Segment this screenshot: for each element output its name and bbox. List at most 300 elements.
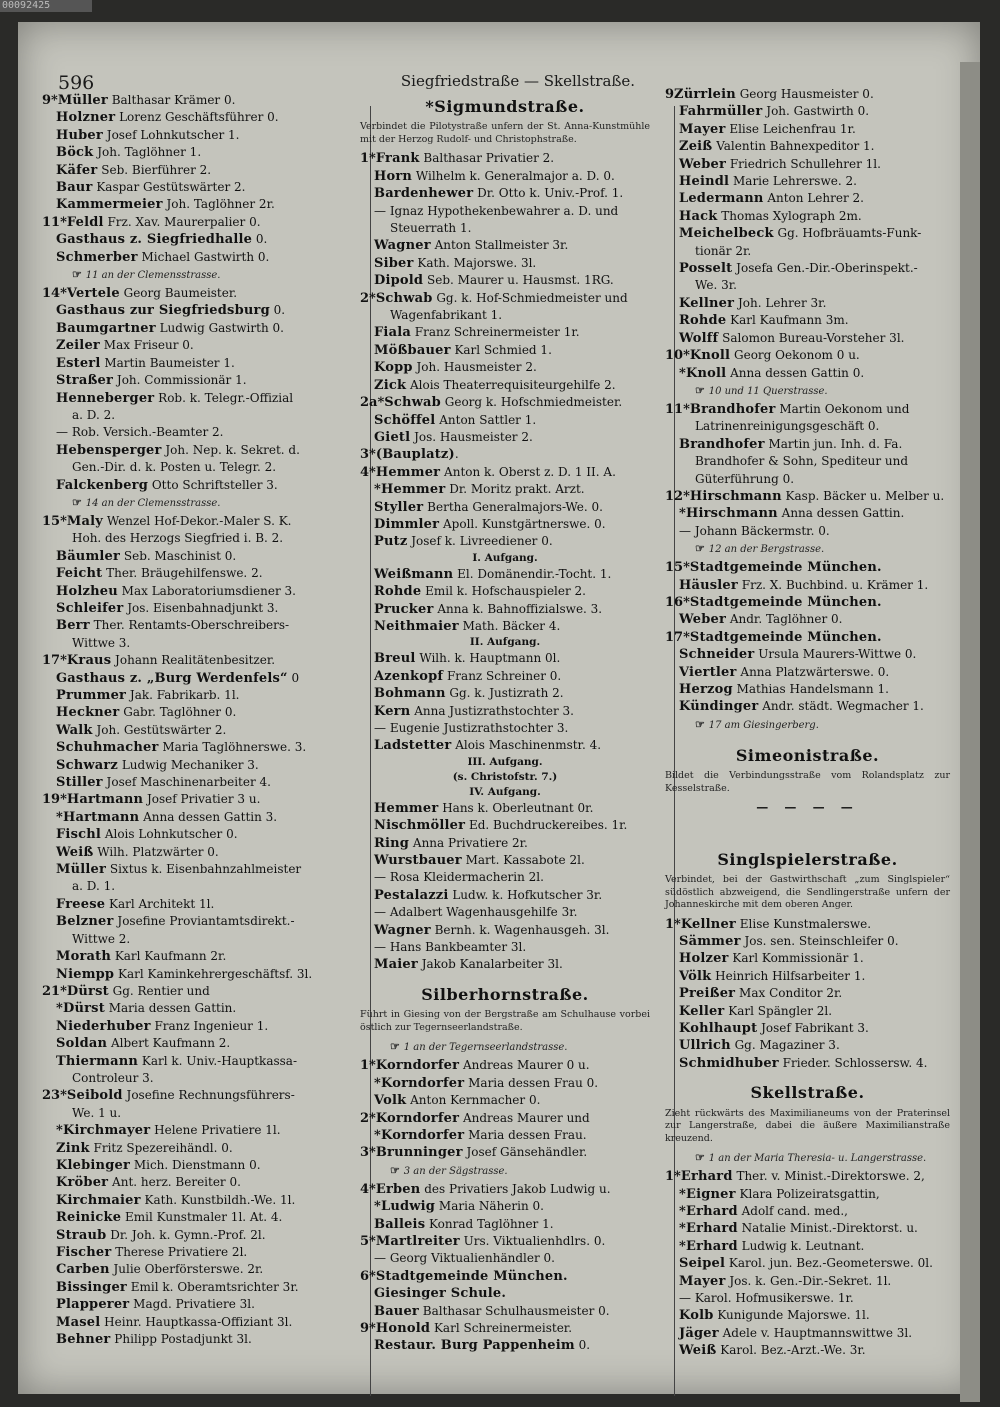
resident-name: Fischer xyxy=(56,1245,112,1260)
directory-entry xyxy=(360,203,650,220)
resident-details: Josefa Gen.-Dir.-Oberinspekt.- xyxy=(732,261,918,276)
house-number: 1* xyxy=(665,1169,681,1185)
resident-details: Thomas Xylograph 2m. xyxy=(717,208,862,223)
resident-name: Stadtgemeinde München. xyxy=(689,560,882,576)
resident-details: Jos. sen. Steinschleifer 0. xyxy=(740,933,899,948)
resident-details: Gg. k. Hof-Schmiedmeister und xyxy=(432,290,628,305)
resident-details: 0. xyxy=(269,303,286,318)
resident-name: Schöffel xyxy=(374,412,436,428)
resident-name: Schwab xyxy=(384,395,441,411)
directory-entry xyxy=(42,530,347,547)
directory-entry xyxy=(665,559,950,576)
resident-details: Jak. Fabrikarb. 1l. xyxy=(126,688,240,702)
resident-name: Müller xyxy=(57,93,108,108)
directory-entry xyxy=(42,1157,347,1174)
directory-entry xyxy=(665,1037,950,1054)
directory-entry xyxy=(665,208,950,225)
directory-entry xyxy=(42,687,347,704)
directory-entry xyxy=(360,429,650,446)
resident-name: Vertele xyxy=(66,286,120,302)
resident-details: Helene Privatiere 1l. xyxy=(150,1123,281,1138)
resident-name: Hemmer xyxy=(374,800,439,816)
resident-name: Bissinger xyxy=(56,1279,127,1295)
resident-name: Ring xyxy=(374,835,410,851)
directory-entry xyxy=(665,312,950,329)
resident-name: Ladstetter xyxy=(374,738,452,754)
resident-name: Belzner xyxy=(56,914,114,930)
resident-details: Controleur 3. xyxy=(72,1070,154,1085)
corner-note-text: 12 an der Bergstrasse. xyxy=(708,544,825,556)
street-heading: Skellstraße. xyxy=(750,1083,865,1103)
resident-details: Ludwig Mechaniker 3. xyxy=(118,757,259,772)
directory-entry xyxy=(360,922,650,939)
resident-name: Zeiler xyxy=(56,338,100,354)
directory-entry xyxy=(42,635,347,652)
resident-name: Dürst xyxy=(66,983,109,999)
resident-details: — Rob. Versich.-Beamter 2. xyxy=(56,425,224,440)
directory-entry xyxy=(665,646,950,663)
resident-details: Josef Privatier 3 u. xyxy=(143,792,261,807)
resident-details: Josefine Rechnungsführers- xyxy=(122,1088,295,1103)
street-description: Bildet die Verbindungsstraße vom Rolandsplatz zur Kesselstraße. xyxy=(665,770,950,794)
resident-name: Martlreiter xyxy=(375,1233,460,1249)
resident-name: Schmerber xyxy=(56,249,138,265)
resident-name: Holzer xyxy=(679,951,729,967)
house-number: 1* xyxy=(665,916,681,932)
directory-entry xyxy=(42,1279,347,1296)
resident-name: Behner xyxy=(56,1332,111,1348)
directory-entry xyxy=(42,861,347,878)
resident-name: Mayer xyxy=(679,1273,726,1289)
directory-entry xyxy=(665,577,950,594)
resident-details: Ludw. k. Hofkutscher 3r. xyxy=(448,887,603,902)
pointing-hand-icon: ☞ xyxy=(695,717,709,731)
corner-note-text: 11 an der Clemensstrasse. xyxy=(85,270,221,282)
directory-entry xyxy=(42,983,347,1000)
resident-details: Franz Schreinermeister 1r. xyxy=(410,325,580,340)
resident-details: Georg Oekonom 0 u. xyxy=(730,348,860,363)
resident-name: Wagner xyxy=(374,238,431,254)
directory-entry xyxy=(360,499,650,516)
resident-details: We. 1 u. xyxy=(72,1105,122,1120)
pointing-hand-icon: ☞ xyxy=(72,268,86,282)
resident-name: *Knoll xyxy=(679,365,727,381)
resident-details: — Adalbert Wagenhausgehilfe 3r. xyxy=(374,905,578,920)
resident-name: Weißmann xyxy=(374,566,454,582)
resident-details: Ursula Maurers-Wittwe 0. xyxy=(754,647,917,662)
scan-id: 00092425 xyxy=(0,0,92,12)
directory-entry xyxy=(42,1227,347,1244)
directory-entry xyxy=(665,611,950,628)
resident-details: Magd. Privatiere 3l. xyxy=(129,1297,255,1312)
resident-name: *Korndorfer xyxy=(374,1075,465,1091)
resident-details: Kath. Majorswe. 3l. xyxy=(413,255,537,270)
directory-entry xyxy=(42,302,347,319)
resident-name: Maier xyxy=(374,957,418,973)
house-number: 6* xyxy=(360,1268,376,1284)
directory-entry xyxy=(42,390,347,407)
resident-details: Karl k. Univ.-Hauptkassa- xyxy=(138,1053,298,1068)
house-number: 11* xyxy=(665,401,690,417)
resident-details: Joh. Hausmeister 2. xyxy=(412,360,537,375)
resident-name: Masel xyxy=(56,1314,101,1330)
directory-entry xyxy=(360,869,650,886)
directory-entry xyxy=(665,103,950,120)
directory-entry xyxy=(360,516,650,533)
resident-details: We. 3r. xyxy=(695,278,737,293)
resident-details: Ant. herz. Bereiter 0. xyxy=(108,1175,241,1190)
resident-name: Schwab xyxy=(375,290,433,306)
directory-entry xyxy=(665,985,950,1002)
resident-details: Kaspar Gestütswärter 2. xyxy=(92,180,246,195)
resident-details: Karl Architekt 1l. xyxy=(105,896,215,911)
directory-entry xyxy=(360,1127,650,1144)
directory-entry xyxy=(360,359,650,376)
directory-entry xyxy=(42,652,347,669)
resident-name: Dimmler xyxy=(374,516,440,532)
resident-name: Honold xyxy=(375,1320,431,1336)
staircase-heading: IV. Aufgang. xyxy=(469,785,541,798)
resident-name: Azenkopf xyxy=(374,668,444,684)
resident-details: Anna Platzwärterswe. 0. xyxy=(736,664,890,679)
resident-name: Kern xyxy=(374,703,411,719)
directory-entry xyxy=(42,1087,347,1104)
house-number: 23* xyxy=(42,1088,67,1104)
separator-dashes: — — — — xyxy=(756,800,859,815)
directory-entry xyxy=(665,243,950,260)
directory-entry xyxy=(42,704,347,721)
directory-entry xyxy=(665,488,950,505)
resident-details: Anna Privatiere 2r. xyxy=(409,835,528,850)
resident-details: Gabr. Taglöhner 0. xyxy=(119,705,237,720)
house-number: 3* xyxy=(360,1145,376,1161)
directory-entry xyxy=(42,826,347,843)
directory-entry xyxy=(42,739,347,756)
directory-entry xyxy=(42,1314,347,1331)
resident-details: tionär 2r. xyxy=(695,243,752,258)
resident-details: Elise Leichenfrau 1r. xyxy=(725,121,856,136)
pointing-hand-icon: ☞ xyxy=(390,1040,404,1054)
spacer xyxy=(665,821,950,839)
directory-entry xyxy=(360,272,650,289)
directory-entry xyxy=(665,418,950,435)
resident-details: Dr. Joh. k. Gymn.-Prof. 2l. xyxy=(106,1227,266,1242)
directory-entry xyxy=(665,1290,950,1307)
resident-name: Stadtgemeinde München. xyxy=(375,1268,568,1284)
resident-name: Breul xyxy=(374,651,416,667)
directory-entry xyxy=(360,168,650,185)
resident-details: a. D. 2. xyxy=(72,407,116,422)
directory-entry xyxy=(665,1186,950,1203)
directory-entry xyxy=(665,190,950,207)
resident-name: Styller xyxy=(374,499,424,515)
corner-note-text: 10 und 11 Querstrasse. xyxy=(708,385,828,397)
directory-entry xyxy=(42,617,347,634)
resident-details: Jos. Hausmeister 2. xyxy=(410,429,533,444)
staircase-heading: II. Aufgang. xyxy=(469,636,541,649)
resident-name: Wurstbauer xyxy=(374,853,462,869)
resident-name: Ledermann xyxy=(679,191,764,207)
directory-entry xyxy=(42,1070,347,1087)
resident-name: Böck xyxy=(56,145,94,161)
directory-entry xyxy=(665,401,950,418)
directory-entry xyxy=(42,791,347,808)
pointing-hand-icon: ☞ xyxy=(695,542,709,556)
directory-entry xyxy=(42,670,347,687)
corner-note-text: 14 an der Clemensstrasse. xyxy=(85,497,221,509)
resident-name: Hemmer xyxy=(375,464,441,480)
directory-entry xyxy=(360,852,650,869)
resident-details: Klara Polizeiratsgattin, xyxy=(735,1186,880,1201)
corner-note-text: 1 an der Maria Theresia- u. Langerstrasse. xyxy=(708,1153,927,1165)
resident-name: Maly xyxy=(66,513,103,529)
resident-details: Alois Theaterrequisiteurgehilfe 2. xyxy=(406,377,616,392)
directory-entry xyxy=(42,144,347,161)
resident-details: Franz Schreiner 0. xyxy=(443,668,562,683)
resident-details: Maria Taglöhnerswe. 3. xyxy=(158,740,307,755)
resident-details: Math. Bäcker 4. xyxy=(458,618,561,633)
resident-details: Ther. Rentamts-Oberschreibers- xyxy=(89,618,290,633)
directory-entry xyxy=(360,1337,650,1354)
resident-details: Wittwe 2. xyxy=(72,931,131,946)
directory-entry xyxy=(360,1198,650,1215)
resident-details: Elise Kunstmalerswe. xyxy=(735,916,872,931)
resident-name: Erben xyxy=(375,1181,421,1197)
resident-name: *Erhard xyxy=(679,1203,738,1219)
directory-entry xyxy=(42,1053,347,1070)
directory-entry xyxy=(360,1075,650,1092)
resident-name: (Bauplatz) xyxy=(375,447,455,463)
resident-name: *Hartmann xyxy=(56,809,140,825)
directory-entry xyxy=(360,185,650,202)
directory-entry xyxy=(665,1020,950,1037)
resident-details: Georg Hausmeister 0. xyxy=(735,87,874,101)
resident-name: Baur xyxy=(56,180,93,196)
resident-details: Apoll. Kunstgärtnerswe. 0. xyxy=(439,516,606,531)
directory-entry xyxy=(665,453,950,470)
directory-entry xyxy=(360,887,650,904)
running-head: Siegfriedstraße — Skellstraße. xyxy=(400,72,636,90)
directory-entry xyxy=(665,968,950,985)
resident-name: Wolff xyxy=(679,330,719,346)
resident-name: Hebensperger xyxy=(56,442,162,458)
resident-details: Josefine Proviantamtsdirekt.- xyxy=(113,914,295,929)
resident-details: Joh. Lehrer 3r. xyxy=(734,295,827,310)
resident-name: Fahrmüller xyxy=(679,104,763,120)
directory-entry xyxy=(360,720,650,737)
directory-entry xyxy=(42,600,347,617)
street-description: Verbindet die Pilotystraße unfern der St. Anna-Kunstmühle mit der Herzog Rudolf- und Christophstraße. xyxy=(360,121,650,145)
resident-name: Pestalazzi xyxy=(374,887,449,903)
resident-details: Franz Ingenieur 1. xyxy=(150,1018,269,1033)
resident-details: — Karol. Hofmusikerswe. 1r. xyxy=(679,1290,854,1305)
directory-entry xyxy=(42,355,347,372)
resident-name: Prucker xyxy=(374,601,434,617)
resident-details: 0 xyxy=(287,670,300,685)
resident-name: Keller xyxy=(679,1003,725,1019)
resident-details: Latrinenreinigungsgeschäft 0. xyxy=(695,419,880,434)
directory-entry xyxy=(360,307,650,324)
directory-entry xyxy=(665,138,950,155)
street-heading: *Sigmundstraße. xyxy=(425,97,585,116)
resident-name: Kammermeier xyxy=(56,197,163,213)
resident-details: Seb. Maschinist 0. xyxy=(120,548,237,563)
directory-entry xyxy=(665,436,950,453)
resident-name: Gasthaus z. Siegfriedhalle xyxy=(56,232,253,248)
resident-name: Plapperer xyxy=(56,1297,130,1313)
resident-name: Bardenhewer xyxy=(374,186,474,202)
resident-name: Rohde xyxy=(374,584,422,600)
resident-details: Anna dessen Gattin 0. xyxy=(726,365,865,380)
resident-name: *Dürst xyxy=(56,1001,105,1017)
resident-details: — Georg Viktualienhändler 0. xyxy=(374,1251,555,1266)
resident-details: Anton Kernmacher 0. xyxy=(406,1093,541,1108)
directory-entry xyxy=(42,477,347,494)
directory-entry xyxy=(42,1000,347,1017)
house-number: 2a* xyxy=(360,395,385,411)
resident-details: Balthasar Schulhausmeister 0. xyxy=(418,1303,610,1318)
resident-name: Horn xyxy=(374,168,413,184)
resident-name: Kellner xyxy=(680,916,736,932)
house-number: 11* xyxy=(42,214,67,230)
resident-details: Mich. Dienstmann 0. xyxy=(130,1157,261,1172)
directory-entry xyxy=(665,1168,950,1185)
resident-details: Anton Stallmeister 3r. xyxy=(430,238,569,253)
resident-details: Lorenz Geschäftsführer 0. xyxy=(115,110,279,125)
resident-name: *Kirchmayer xyxy=(56,1123,151,1139)
resident-name: Müller xyxy=(56,862,107,878)
directory-entry xyxy=(42,92,347,109)
house-number: 5* xyxy=(360,1233,376,1249)
resident-name: Wagner xyxy=(374,922,431,938)
resident-name: Kohlhaupt xyxy=(679,1020,758,1036)
house-number: 15* xyxy=(42,513,67,529)
directory-entry xyxy=(665,1203,950,1220)
resident-name: Restaur. Burg Pappenheim xyxy=(374,1338,575,1354)
resident-name: *Hirschmann xyxy=(679,506,778,522)
resident-details: Michael Gastwirth 0. xyxy=(137,249,270,264)
resident-name: Kraus xyxy=(66,653,112,669)
resident-details: Max Conditor 2r. xyxy=(735,986,843,1001)
resident-name: Jäger xyxy=(679,1325,719,1341)
resident-name: Brunninger xyxy=(375,1145,463,1161)
resident-name: Seipel xyxy=(679,1256,726,1272)
directory-entry xyxy=(360,324,650,341)
street-description: Zieht rückwärts des Maximilianeums von der Praterinsel zur Langerstraße, dabei die äußere Maximilianstraße kreuzend. xyxy=(665,1107,950,1144)
resident-details: Jos. k. Gen.-Dir.-Sekret. 1l. xyxy=(725,1273,892,1288)
directory-entry xyxy=(42,1331,347,1348)
resident-details: Anton Lehrer 2. xyxy=(763,191,864,206)
resident-details: Georg Baumeister. xyxy=(119,286,238,301)
directory-entry xyxy=(665,698,950,715)
resident-details: — Eugenie Justizrathstochter 3. xyxy=(374,721,569,735)
resident-details: Ludwig k. Leutnant. xyxy=(737,1238,865,1253)
directory-entry xyxy=(665,1003,950,1020)
resident-name: Neithmaier xyxy=(374,618,459,634)
directory-entry xyxy=(665,173,950,190)
resident-details: Hans k. Oberleutnant 0r. xyxy=(438,800,594,815)
resident-name: Schneider xyxy=(679,647,755,663)
resident-details: Alois Maschinenmstr. 4. xyxy=(451,738,602,753)
directory-entry xyxy=(42,231,347,248)
directory-entry xyxy=(42,1174,347,1191)
house-number: 19* xyxy=(42,792,67,808)
house-number: 1* xyxy=(360,1058,376,1074)
resident-details: Karl Kaufmann 2r. xyxy=(111,949,227,964)
house-number: 9* xyxy=(360,1320,376,1336)
directory-entry xyxy=(42,442,347,459)
directory-entry xyxy=(665,156,950,173)
directory-entry xyxy=(42,196,347,213)
directory-entry xyxy=(360,1250,650,1267)
directory-entry xyxy=(42,757,347,774)
directory-entry xyxy=(42,1192,347,1209)
resident-details: Gen.-Dir. d. k. Posten u. Telegr. 2. xyxy=(72,460,277,475)
resident-details: Karl Kaminkehrergeschäftsf. 3l. xyxy=(114,966,313,981)
resident-name: Hartmann xyxy=(66,792,144,808)
house-number: 9 xyxy=(665,87,675,102)
resident-details: Mathias Handelsmann 1. xyxy=(732,682,889,696)
resident-name: Zick xyxy=(374,377,407,393)
directory-entry xyxy=(360,566,650,583)
resident-name: Hack xyxy=(679,208,718,224)
resident-details: Karl Schreinermeister. xyxy=(430,1320,573,1335)
directory-entry xyxy=(42,583,347,600)
resident-name: Korndorfer xyxy=(375,1058,460,1074)
directory-entry xyxy=(665,295,950,312)
resident-name: Fischl xyxy=(56,827,101,843)
directory-entry xyxy=(360,668,650,685)
resident-details: Gg. Rentier und xyxy=(108,983,210,998)
house-number: 2* xyxy=(360,1110,376,1126)
resident-details: Sixtus k. Eisenbahnzahlmeister xyxy=(106,862,302,877)
directory-entry xyxy=(42,931,347,948)
resident-details: Gg. Hofbräuamts-Funk- xyxy=(773,226,922,241)
resident-details: Martin Oekonom und xyxy=(775,401,910,416)
resident-name: Weber xyxy=(679,156,727,172)
resident-details: Adolf cand. med., xyxy=(737,1203,848,1218)
directory-entry xyxy=(665,664,950,681)
house-number: 17* xyxy=(42,653,67,669)
resident-details: — Rosa Kleidermacherin 2l. xyxy=(374,870,544,885)
resident-details: Karol. Bez.-Arzt.-We. 3r. xyxy=(716,1343,866,1358)
resident-name: Klebinger xyxy=(56,1157,130,1173)
directory-entry xyxy=(42,513,347,530)
resident-name: Henneberger xyxy=(56,390,155,406)
resident-details: Anna k. Bahnoffizialswe. 3. xyxy=(433,601,603,616)
resident-details: Joh. Taglöhner 1. xyxy=(93,145,202,160)
resident-name: Freese xyxy=(56,896,106,912)
directory-entry xyxy=(665,121,950,138)
resident-name: Brandhofer xyxy=(689,401,776,417)
resident-details: . xyxy=(454,447,459,462)
resident-name: Stadtgemeinde München. xyxy=(689,629,882,645)
directory-entry xyxy=(665,471,950,488)
resident-name: Weber xyxy=(679,612,727,628)
directory-entry xyxy=(665,260,950,277)
resident-details: Natalie Minist.-Direktorst. u. xyxy=(737,1221,918,1236)
resident-name: Meichelbeck xyxy=(679,226,774,242)
resident-details: Friedrich Schullehrer 1l. xyxy=(726,156,881,171)
resident-details: Kath. Kunstbildh.-We. 1l. xyxy=(140,1192,296,1207)
directory-entry xyxy=(360,533,650,550)
street-heading: Singlspielerstraße. xyxy=(717,849,898,869)
directory-entry xyxy=(360,939,650,956)
resident-name: Kröber xyxy=(56,1175,109,1191)
resident-details: Georg k. Hofschmiedmeister. xyxy=(440,395,623,410)
directory-entry xyxy=(42,565,347,582)
street-description: Führt in Giesing von der Bergstraße am Schulhause vorbei östlich zur Tegernseerlandstraße. xyxy=(360,1009,650,1033)
